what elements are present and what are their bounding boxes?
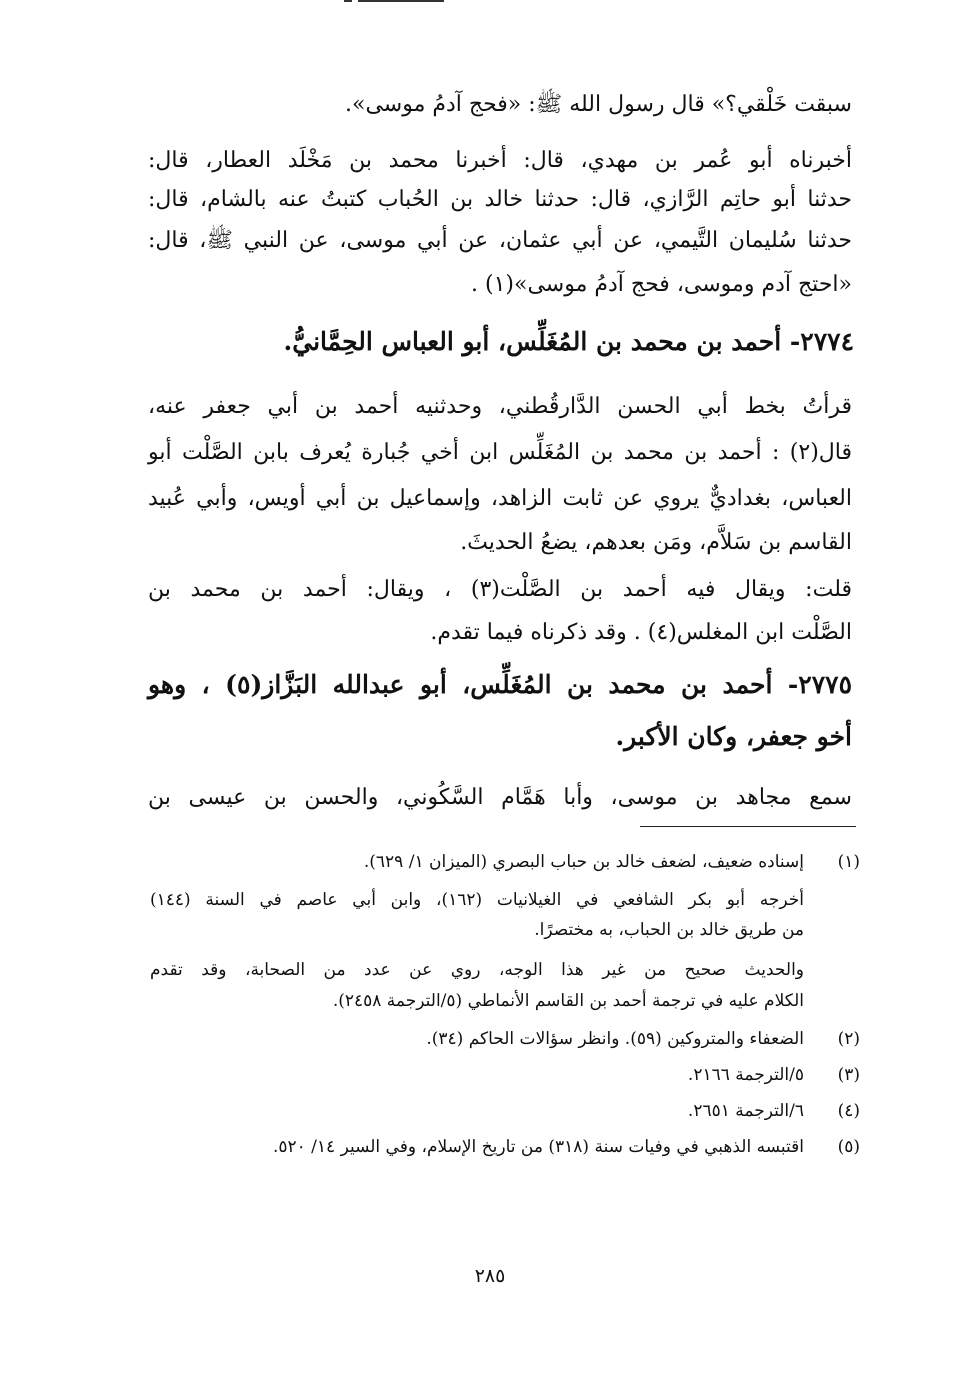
body-line-2: أخبرناه أبو عُمر بن مهدي، قال: أخبرنا محمد بن مَخْلَد العطار، قال: xyxy=(148,148,852,173)
body-line-1: سبقت خَلْقي؟» قال رسول الله ﷺ: «فحج آدمُ موسى». xyxy=(344,92,852,117)
footnote-1-line-5: الكلام عليه في ترجمة أحمد بن القاسم الأنماطي (٥/الترجمة ٢٤٥٨). xyxy=(332,991,804,1011)
body-line-4: حدثنا سُليمان التَّيمي، عن أبي عثمان، عن أبي موسى، عن النبي ﷺ، قال: xyxy=(148,228,852,253)
top-rule-mark xyxy=(358,0,444,6)
entry-heading-2774: ٢٧٧٤- أحمد بن محمد بن المُغَلِّس، أبو العباس الحِمَّانيُّ. xyxy=(283,327,854,356)
body-line-9: العباس، بغداديٌّ يروي عن ثابت الزاهد، وإسماعيل بن أبي أويس، وأبي عُبيد xyxy=(148,486,852,511)
body-line-3: حدثنا أبو حاتِم الرَّازي، قال: حدثنا خالد بن الحُباب كتبتُ عنه بالشام، قال: xyxy=(148,187,852,212)
footnote-marker-4: (٤) xyxy=(837,1101,860,1121)
footnote-1-line-3: من طريق خالد بن الحباب، به مختصرًا. xyxy=(534,920,804,940)
footnote-marker-5: (٥) xyxy=(837,1137,860,1157)
footnote-marker-3: (٣) xyxy=(837,1065,860,1085)
footnote-1-line-4: والحديث صحيح من غير هذا الوجه، روي عن عدد من الصحابة، وقد تقدم xyxy=(150,960,804,980)
body-line-12: الصَّلْت ابن المغلس(٤) . وقد ذكرناه فيما تقدم. xyxy=(430,620,852,645)
footnote-marker-1: (١) xyxy=(837,852,860,872)
footnote-1-line-2: أخرجه أبو بكر الشافعي في الغيلانيات (١٦٢)، وابن أبي عاصم في السنة (١٤٤) xyxy=(150,890,804,910)
page-number: ٢٨٥ xyxy=(474,1265,506,1287)
footnote-4-line: ٦/الترجمة ٢٦٥١. xyxy=(687,1101,804,1121)
footnote-marker-2: (٢) xyxy=(837,1029,860,1049)
footnote-5-line: اقتبسه الذهبي في وفيات سنة (٣١٨) من تاريخ الإسلام، وفي السير ١٤/ ٥٢٠. xyxy=(272,1137,804,1157)
footnote-2-line: الضعفاء والمتروكين (٥٩). وانظر سؤالات الحاكم (٣٤). xyxy=(426,1029,804,1049)
body-line-8: قال(٢) : أحمد بن محمد بن المُغَلِّس ابن أخي جُبارة يُعرف بابن الصَّلْت أبو xyxy=(148,440,852,465)
body-line-5: «احتج آدم وموسى، فحج آدمُ موسى»(١) . xyxy=(471,272,852,297)
body-line-10: القاسم بن سَلاَّم، ومَن بعدهم، يضعُ الحديثَ. xyxy=(460,530,852,555)
body-line-11: قلت: ويقال فيه أحمد بن الصَّلْت(٣) ، ويقال: أحمد بن محمد بن xyxy=(148,577,852,602)
footnote-separator xyxy=(640,826,856,827)
entry-heading-2775: ٢٧٧٥- أحمد بن محمد بن المُغَلِّس، أبو عبدالله البَزَّاز(٥) ، وهو xyxy=(148,670,852,699)
footnote-1-line-1: إسناده ضعيف، لضعف خالد بن حباب البصري (الميزان ١/ ٦٢٩). xyxy=(363,852,804,872)
body-line-7: قرأتُ بخط أبي الحسن الدَّارقُطني، وحدثنيه أحمد بن أبي جعفر عنه، xyxy=(148,394,852,419)
body-line-15: سمع مجاهد بن موسى، وأبا هَمَّام السَّكُوني، والحسن بن عيسى بن xyxy=(148,785,852,810)
footnote-3-line: ٥/الترجمة ٢١٦٦. xyxy=(687,1065,804,1085)
entry-heading-2775-cont: أخو جعفر، وكان الأكبر. xyxy=(615,722,852,751)
